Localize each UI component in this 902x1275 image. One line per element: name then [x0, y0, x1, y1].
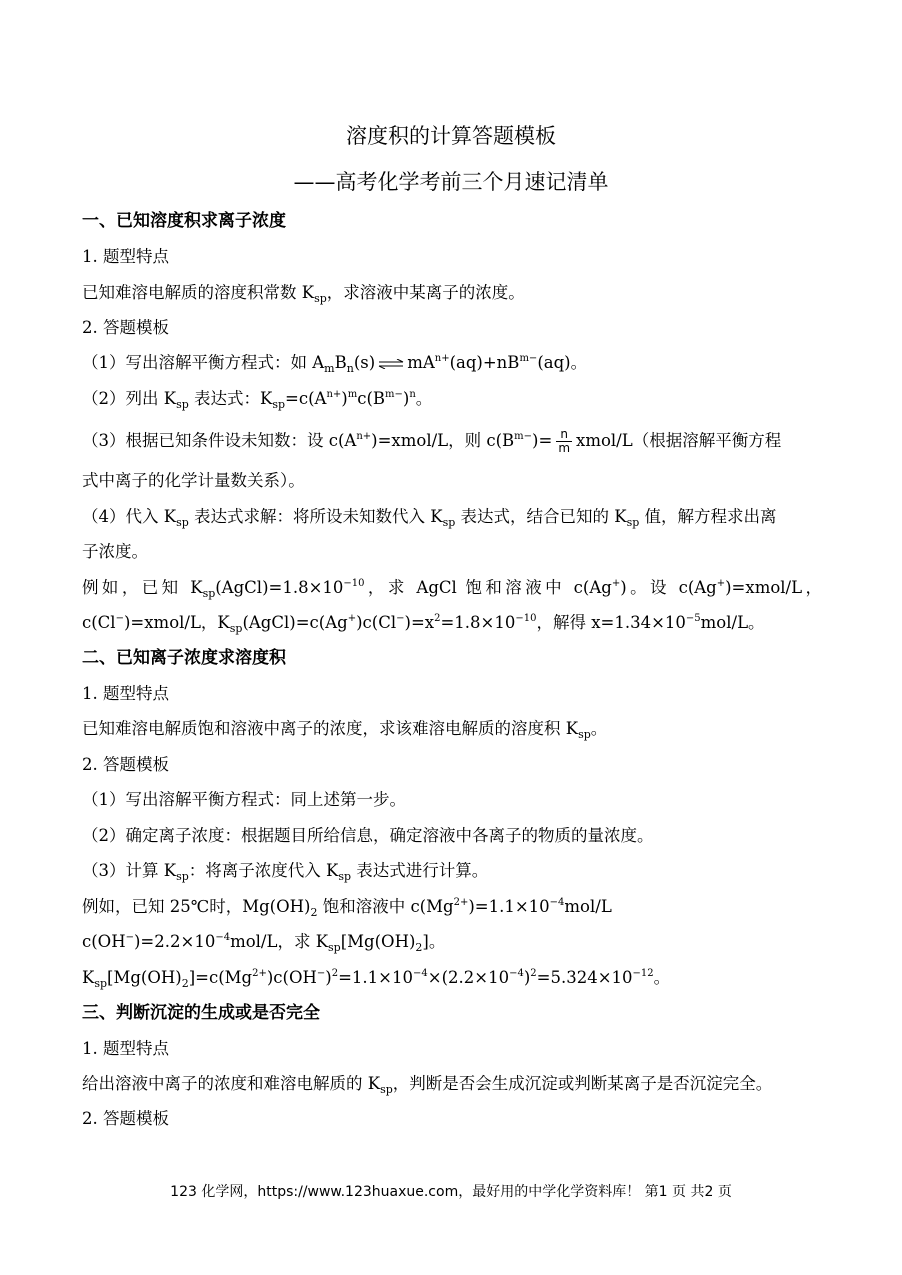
s2-step-2: （2）确定离子浓度：根据题目所给信息，确定溶液中各离子的物质的量浓度。 [82, 826, 654, 845]
s2-example-line-1: 例如，已知 25℃时，$Mg(OH)_2$ 饱和溶液中 $c(Mg^{2+})=1.1\times 10^{-4}mol/L$ [82, 897, 612, 919]
s1-step-1: （1）写出溶解平衡方程式：如 $A_mB_n(s)$ $mA^{n+}(aq)+nB^{m-}(aq)$。 [82, 353, 588, 375]
s2-template-label: 2. 答题模板 [82, 755, 169, 774]
page-footer: 123 化学网，https://www.123huaxue.com，最好用的中学化学资料库！ 第1 页 共2 页 [170, 1184, 732, 1200]
s1-step-4-cont: 子浓度。 [82, 542, 148, 561]
s2-step-1: （1）写出溶解平衡方程式：同上述第一步。 [82, 790, 406, 809]
s1-step-3-cont: 式中离子的化学计量数关系）。 [82, 471, 305, 490]
s3-template-label: 2. 答题模板 [82, 1109, 169, 1128]
s1-step-4: （4）代入 $K_{sp}$ 表达式求解：将所设未知数代入 $K_{sp}$ 表达式，结合已知的 $K_{sp}$ 值，解方程求出离 [82, 507, 777, 529]
s1-example-line-2: c(Cl−)=xmol/L，$K_{sp}(AgCl)=c(Ag^+)c(Cl^-)=x^2=1.8\times 10^{-10}$，解得 $x=1.34\times 10^{-5}mol/L$。 [82, 613, 765, 635]
equilibrium-arrow-icon [378, 359, 404, 369]
s1-feature-label: 1. 题型特点 [82, 247, 169, 266]
s1-example-line-1: 例如，已知 $K_{sp}(AgCl)=1.8\times 10^{-10}$，求 AgCl 饱和溶液中 c(Ag+)。设 c(Ag+)=xmol/L， [82, 578, 822, 600]
page-subtitle: ——高考化学考前三个月速记清单 [293, 170, 609, 194]
s1-template-label: 2. 答题模板 [82, 318, 169, 337]
s3-feature-label: 1. 题型特点 [82, 1039, 169, 1058]
s2-step-3: （3）计算 $K_{sp}$：将离子浓度代入 $K_{sp}$ 表达式进行计算。 [82, 861, 489, 883]
s2-example-line-3: $K_{sp}[Mg(OH)_2]=c(Mg^{2+})c(OH^-)^2=1.1\times 10^{-4}\times(2.2\times 10^{-4})^2=5.324\times 10^{-12}$。 [82, 968, 671, 990]
s3-feature-text: 给出溶液中离子的浓度和难溶电解质的 $K_{sp}$，判断是否会生成沉淀或判断某离子是否沉淀完全。 [82, 1074, 773, 1096]
s2-feature-label: 1. 题型特点 [82, 684, 169, 703]
s1-step-2: （2）列出 $K_{sp}$ 表达式：$K_{sp}=c(A^{n+})^mc(B^{m-})^n$。 [82, 389, 433, 411]
section-2-heading: 二、已知离子浓度求溶度积 [82, 648, 286, 668]
page-title: 溶度积的计算答题模板 [346, 124, 556, 148]
s2-example-line-2: $c(OH^-)=2.2\times 10^{-4}mol/L$，求 $K_{sp}[Mg(OH)_2]$。 [82, 932, 446, 954]
s1-step-3: （3）根据已知条件设未知数：设 $c(A^{n+})=xmol/L$，则 $c(B^{m-})=$ $\frac{n}{m}$ xmol/L（根据溶解平衡方程 [82, 427, 782, 455]
s2-feature-text: 已知难溶电解质饱和溶液中离子的浓度，求该难溶电解质的溶度积 $K_{sp}$。 [82, 719, 608, 741]
s1-feature-text: 已知难溶电解质的溶度积常数 $K_{sp}$，求溶液中某离子的浓度。 [82, 283, 525, 305]
n-over-m-fraction: $\frac{n}{m}$ [558, 427, 571, 455]
section-3-heading: 三、判断沉淀的生成或是否完全 [82, 1003, 320, 1023]
section-1-heading: 一、已知溶度积求离子浓度 [82, 211, 286, 231]
